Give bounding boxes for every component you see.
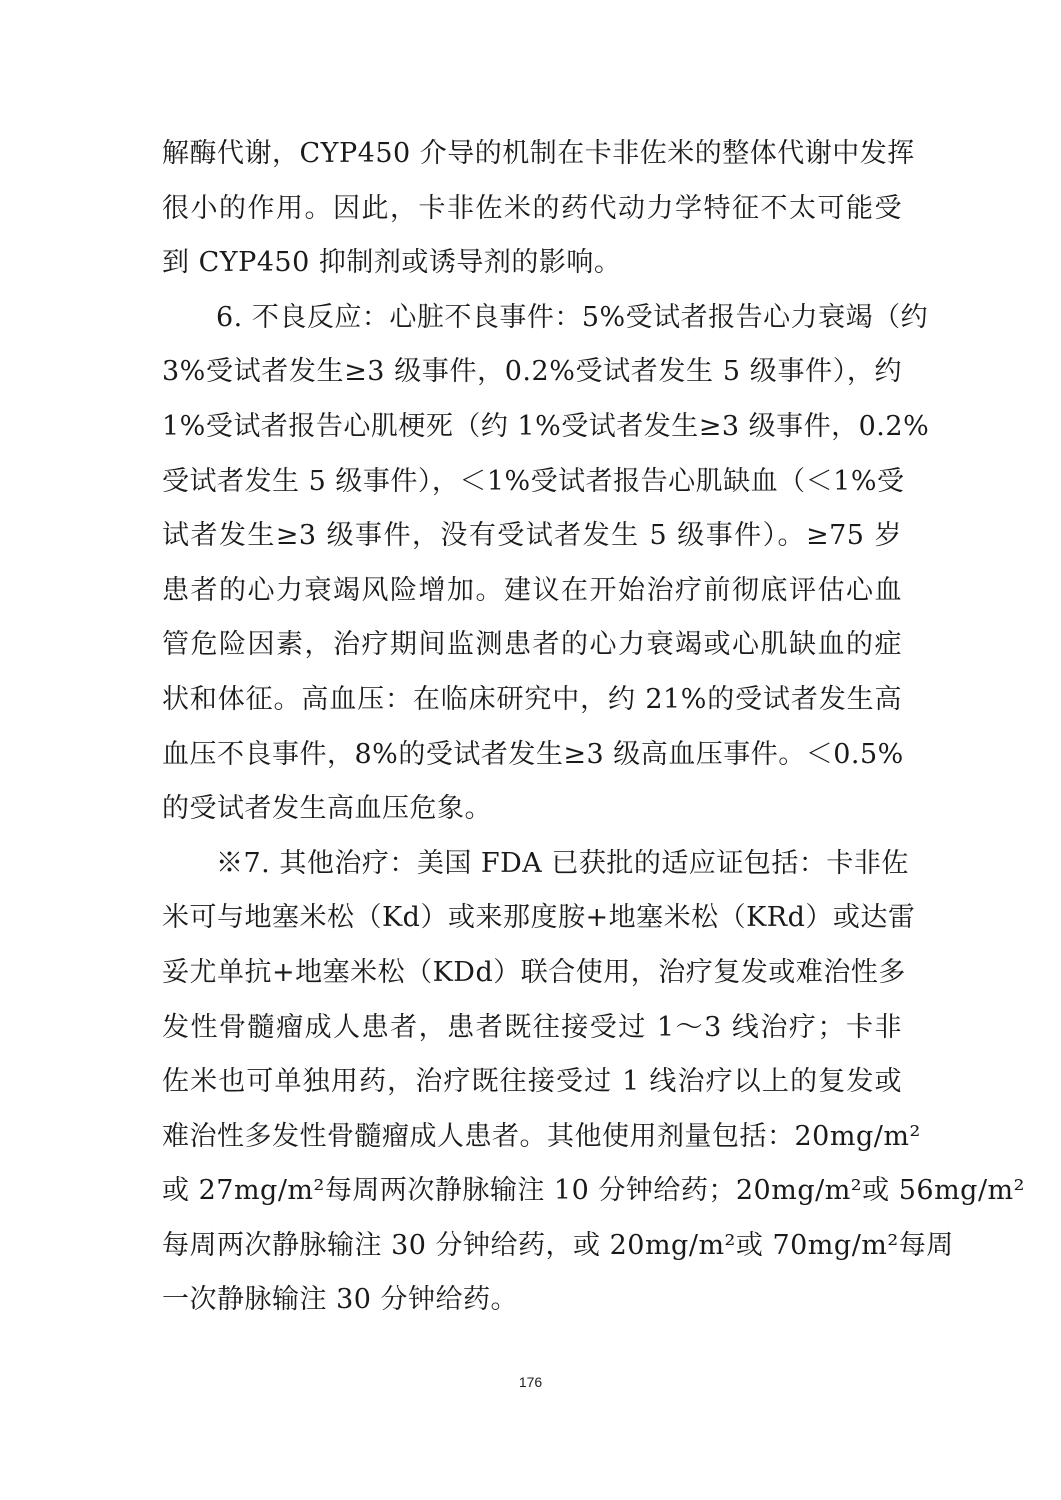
text-line: 很小的作用。因此，卡非佐米的药代动力学特征不太可能受 [162, 192, 902, 224]
text-line: 血压不良事件，8%的受试者发生≥3 级高血压事件。＜0.5% [162, 738, 904, 770]
text-line: 的受试者发生高血压危象。 [162, 793, 492, 825]
text-line: 一次静脉输注 30 分钟给药。 [162, 1284, 519, 1316]
page-number: 176 [518, 1374, 543, 1390]
text-line: 受试者发生 5 级事件），＜1%受试者报告心肌缺血（＜1%受 [162, 465, 905, 497]
text-line: 试者发生≥3 级事件，没有受试者发生 5 级事件）。≥75 岁 [162, 520, 902, 552]
text-line: 米可与地塞米松（Kd）或来那度胺+地塞米松（KRd）或达雷 [162, 902, 916, 934]
text-line: 或 27mg/m²每周两次静脉输注 10 分钟给药；20mg/m²或 56mg/m² [162, 1175, 1025, 1207]
text-line: 到 CYP450 抑制剂或诱导剂的影响。 [162, 247, 622, 279]
text-line: 患者的心力衰竭风险增加。建议在开始治疗前彻底评估心血 [162, 574, 902, 606]
text-line: 每周两次静脉输注 30 分钟给药，或 20mg/m²或 70mg/m²每周 [162, 1229, 954, 1261]
text-line: 3%受试者发生≥3 级事件，0.2%受试者发生 5 级事件），约 [162, 356, 902, 388]
text-line: 1%受试者报告心肌梗死（约 1%受试者发生≥3 级事件，0.2% [162, 410, 930, 442]
text-line: 妥尤单抗+地塞米松（KDd）联合使用，治疗复发或难治性多 [162, 956, 906, 988]
text-line: 发性骨髓瘤成人患者，患者既往接受过 1～3 线治疗；卡非 [162, 1011, 902, 1043]
text-line: 难治性多发性骨髓瘤成人患者。其他使用剂量包括：20mg/m² [162, 1120, 921, 1152]
text-line: 状和体征。高血压：在临床研究中，约 21%的受试者发生高 [162, 683, 902, 715]
text-line: 6. 不良反应：心脏不良事件：5%受试者报告心力衰竭（约 [216, 301, 929, 333]
text-line: ※7. 其他治疗：美国 FDA 已获批的适应证包括：卡非佐 [216, 847, 909, 879]
text-line: 解酶代谢，CYP450 介导的机制在卡非佐米的整体代谢中发挥 [162, 138, 915, 169]
document-body [162, 127, 1025, 1328]
text-line: 佐米也可单独用药，治疗既往接受过 1 线治疗以上的复发或 [162, 1066, 902, 1098]
text-line: 管危险因素，治疗期间监测患者的心力衰竭或心肌缺血的症 [162, 629, 902, 661]
